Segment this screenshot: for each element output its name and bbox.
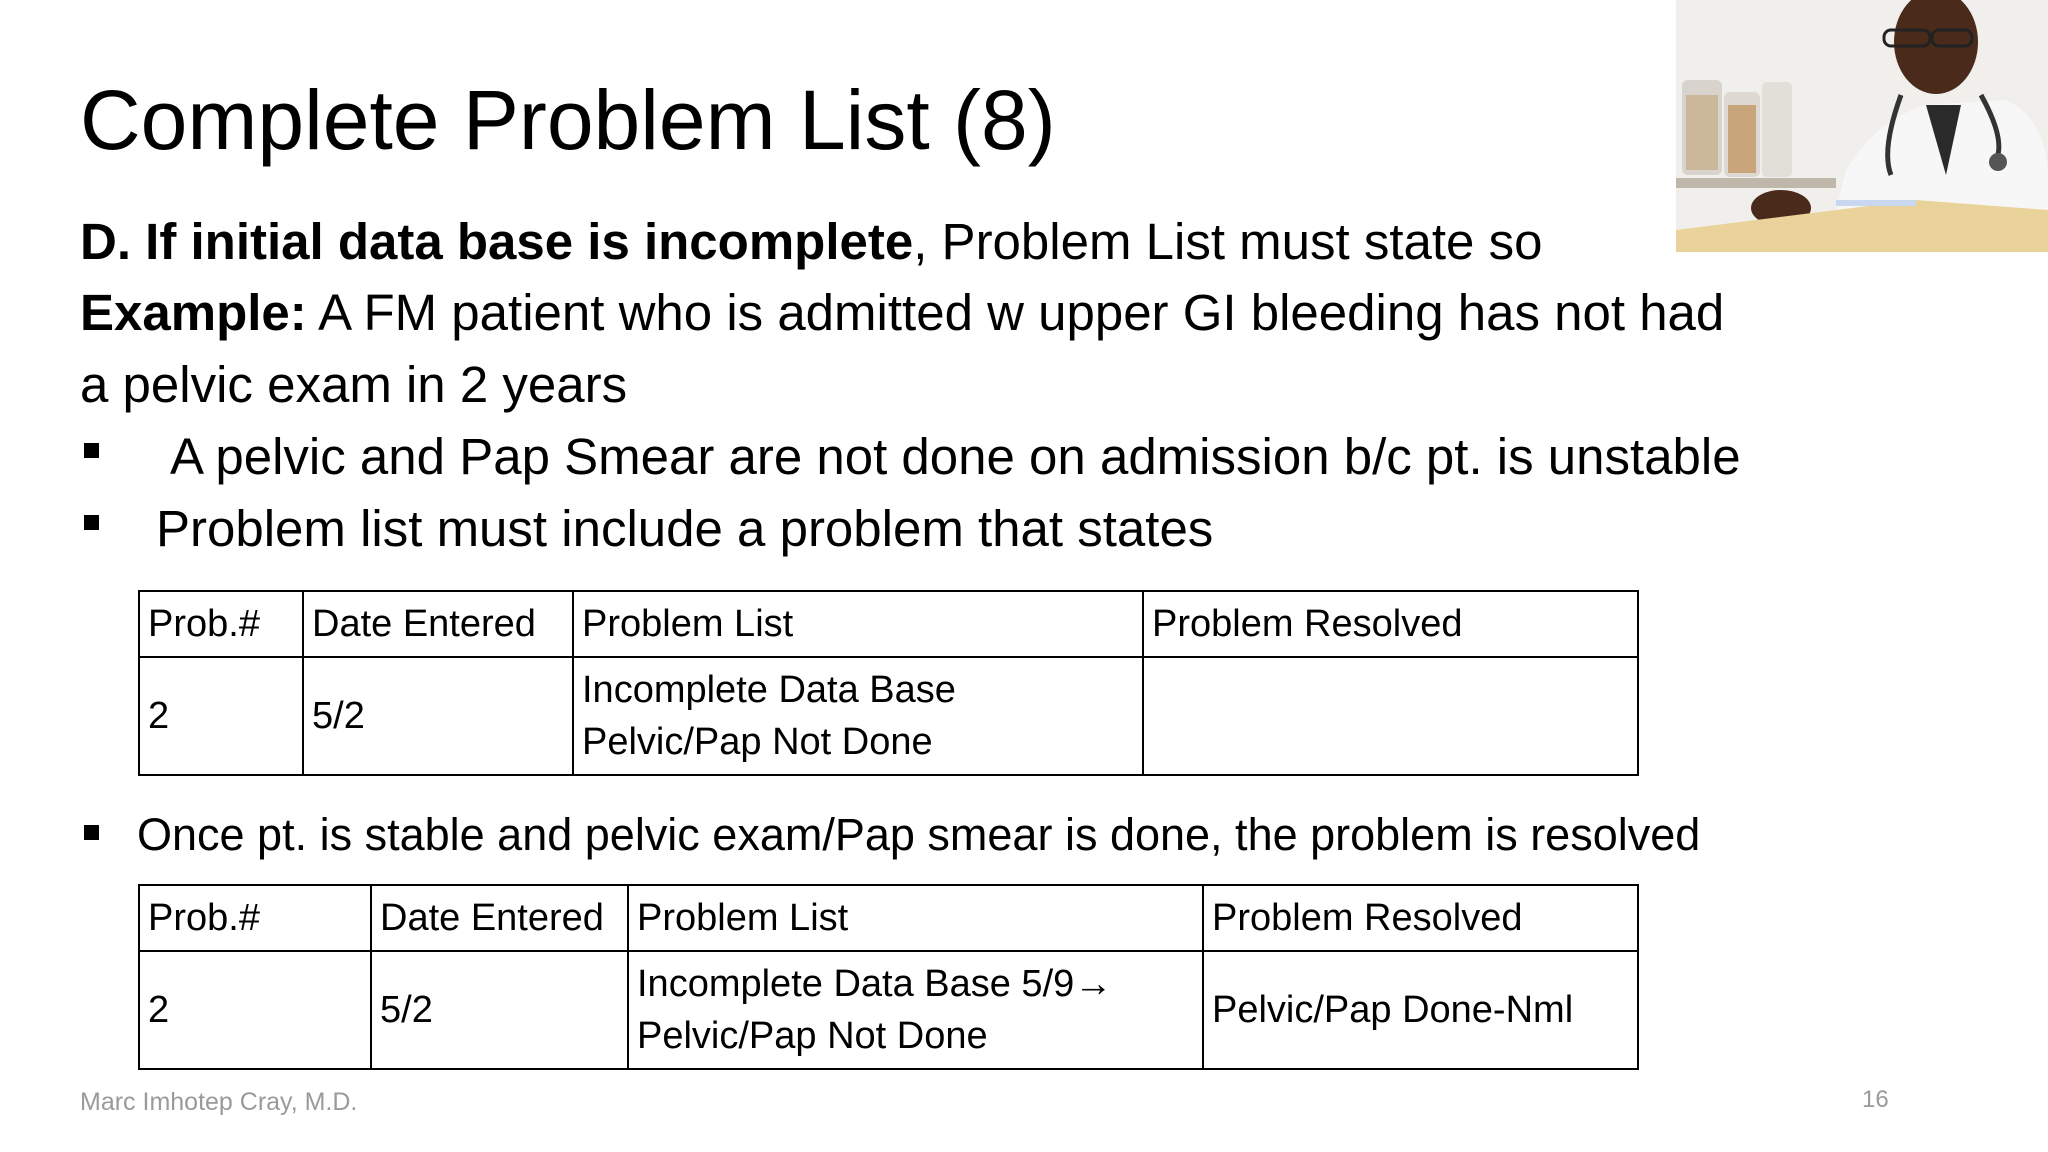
header-date-entered: Date Entered	[371, 885, 628, 951]
header-problem-list: Problem List	[573, 591, 1143, 657]
cell-problem-list	[573, 657, 1143, 775]
problem-list-table-1	[138, 590, 1639, 776]
title-text: Complete Problem List	[80, 73, 930, 167]
cell-date-entered: 5/2	[371, 951, 628, 1069]
point-d-bold: D. If initial data base is incomplete	[80, 213, 914, 270]
table-header-row	[139, 885, 1638, 951]
table-row	[139, 951, 1638, 1069]
page-number: 16	[1862, 1086, 1889, 1113]
title-number: (8)	[929, 73, 1056, 167]
point-d-line	[80, 213, 1543, 270]
footer-author: Marc Imhotep Cray, M.D.	[80, 1088, 358, 1116]
bullet-marker	[84, 515, 99, 530]
cell-date-entered: 5/2	[303, 657, 573, 775]
problem-line-1: Incomplete Data Base	[582, 669, 956, 711]
doctor-photo	[1676, 0, 2048, 252]
example-line-2: a pelvic exam in 2 years	[80, 356, 628, 413]
point-d-rest: , Problem List must state so	[913, 213, 1543, 270]
header-problem-list: Problem List	[628, 885, 1203, 951]
problem-list-table-2	[138, 884, 1639, 1070]
problem-line-2: Pelvic/Pap Not Done	[637, 1015, 988, 1057]
bullet-1-text: A pelvic and Pap Smear are not done on admission b/c pt. is unstable	[170, 428, 1741, 485]
bullet-marker	[84, 825, 99, 840]
problem-line-2: Pelvic/Pap Not Done	[582, 721, 933, 763]
cell-problem-resolved: Pelvic/Pap Done-Nml	[1203, 951, 1638, 1069]
problem-text: Incomplete Data Base 5/9	[637, 963, 1075, 1005]
arrow-right-icon: →	[1074, 963, 1113, 1005]
cell-prob-num: 2	[139, 951, 371, 1069]
bullet-2-text: Problem list must include a problem that states	[156, 500, 1214, 557]
bullet-3-text: Once pt. is stable and pelvic exam/Pap smear is done, the problem is resolved	[137, 809, 1701, 860]
header-prob-num: Prob.#	[139, 591, 303, 657]
table-header-row	[139, 591, 1638, 657]
cell-problem-list	[628, 951, 1203, 1069]
example-label: Example:	[80, 284, 307, 341]
cell-prob-num: 2	[139, 657, 303, 775]
header-problem-resolved: Problem Resolved	[1203, 885, 1638, 951]
header-prob-num: Prob.#	[139, 885, 371, 951]
table-row	[139, 657, 1638, 775]
bullet-marker	[84, 443, 99, 458]
example-line	[80, 284, 1725, 341]
doctor-writing-photo-icon	[1676, 0, 2048, 252]
problem-line-1	[637, 958, 1194, 1010]
slide-title	[80, 73, 1056, 167]
header-problem-resolved: Problem Resolved	[1143, 591, 1638, 657]
cell-problem-resolved	[1143, 657, 1638, 775]
header-date-entered: Date Entered	[303, 591, 573, 657]
example-text: A FM patient who is admitted w upper GI bleeding has not had	[306, 284, 1725, 341]
